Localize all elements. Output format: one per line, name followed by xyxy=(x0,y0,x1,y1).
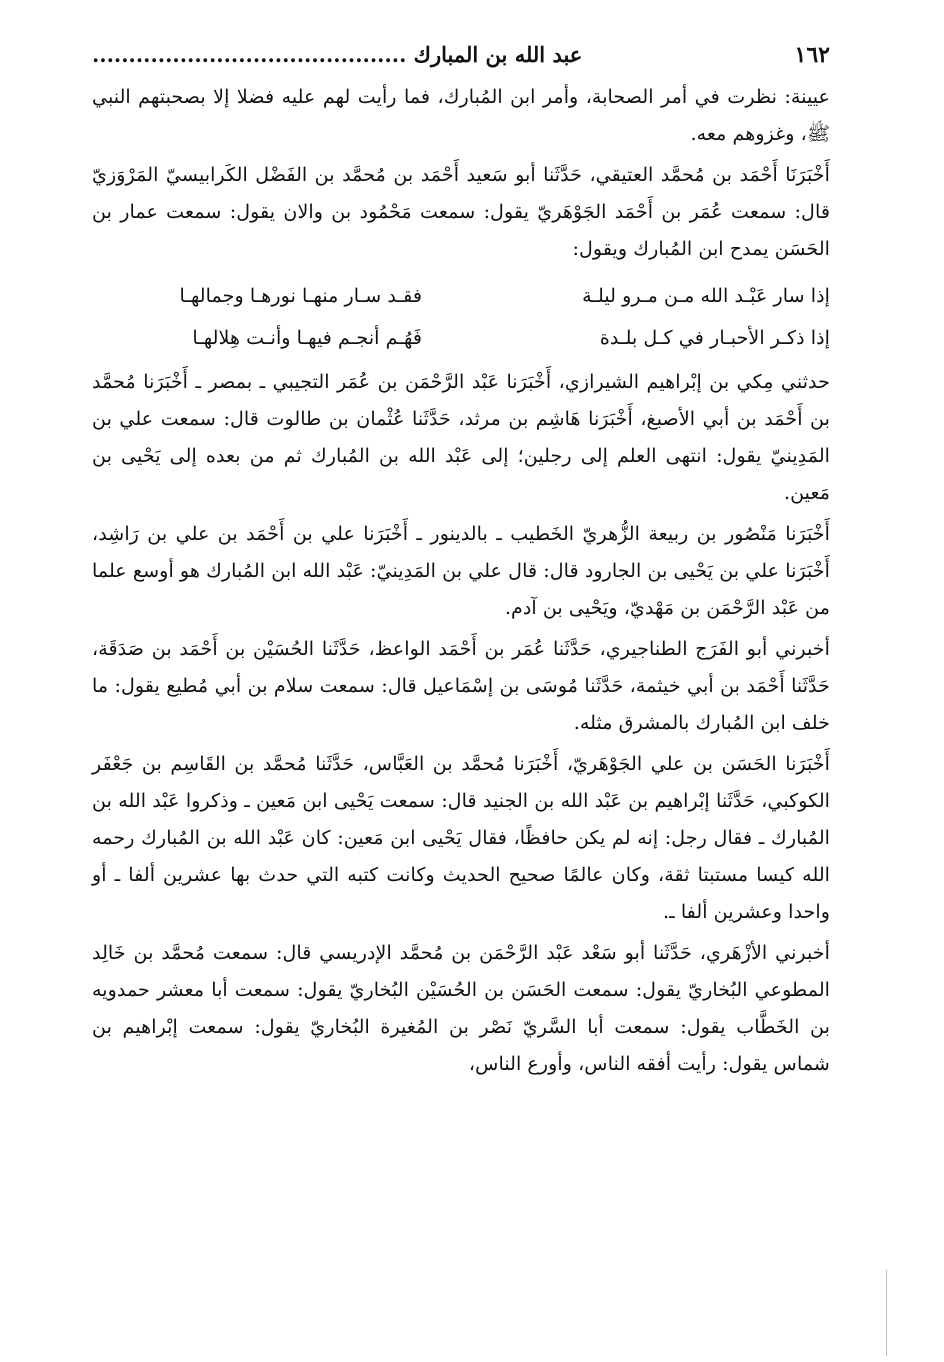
book-page xyxy=(92,40,830,1082)
poem xyxy=(92,275,830,359)
poem-line-2 xyxy=(92,317,830,359)
running-header xyxy=(92,40,830,74)
paragraph-4: أَخْبَرَنا مَنْصُور بن ربيعة الزُّهريّ الخَطيب ـ بالدينور ـ أَخْبَرَنا علي بن أَحْمَد بن علي بن رَاشِد، أَخْبَرَنا علي بن يَحْيى بن الجارود قال: قال علي بن المَدِينيّ: عَبْد الله ابن المُبارك هو أوسع علما من عَبْد الرَّحْمَن بن مَهْديّ، ويَحْيى بن آدم. xyxy=(92,522,830,619)
paragraph-5: أخبرني أبو الفَرَج الطناجيري، حَدَّثَنا عُمَر بن أَحْمَد الواعظ، حَدَّثَنا الحُسَيْن بن أَحْمَد بن صَدَقَة، حَدَّثَنا أَحْمَد بن أبي خيثمة، حَدَّثَنا مُوسَى بن إسْمَاعيل قال: سمعت سلام بن أبي مُطيع يقول: ما خلف ابن المُبارك بالمشرق مثله. xyxy=(92,637,830,734)
paragraph-6: أَخْبَرَنا الحَسَن بن علي الجَوْهَريّ، أَخْبَرَنا مُحمَّد بن العَبَّاس، حَدَّثَنا مُحمَّد بن القَاسِم بن جَعْفَر الكوكبي، حَدَّثَنا إبْراهيم بن عَبْد الله بن الجنيد قال: سمعت يَحْيى ابن مَعين ـ وذكروا عَبْد الله بن المُبارك ـ فقال رجل: إنه لم يكن حافظًا، فقال يَحْيى ابن مَعين: كان عَبْد الله بن المُبارك رحمه الله كيسا مستبتا ثقة، وكان عالمًا صحيح الحديث وكانت كتبه التي حدث بها عشرين ألفا ـ أو واحدا وعشرين ألفا ـ. xyxy=(92,752,830,923)
paragraph-3: حدثني مِكي بن إبْراهيم الشيرازي، أَخْبَرَنا عَبْد الرَّحْمَن بن عُمَر التجيبي ـ بمصر ـ أَخْبَرَنا مُحمَّد بن أَحْمَد بن أبي الأصبغ، أَخْبَرَنا هَاشِم بن مرثد، حَدَّثَنا عُثْمان بن طالوت قال: سمعت علي بن المَدِينيّ يقول: انتهى العلم إلى رجلين؛ إلى عَبْد الله بن المُبارك ثم من بعده إلى يَحْيى بن مَعين. xyxy=(92,370,830,504)
poem-line-1-first-hemistich: إذا سار عَبْـد الله مـن مـرو ليلـة xyxy=(582,284,830,307)
poem-line-2-second-hemistich: فَهُـم أنجـم فيهـا وأنـت هِلالهـا xyxy=(192,326,422,349)
paragraph-2: أَخْبَرَنَا أَحْمَد بن مُحمَّد العتيقي، حَدَّثَنا أبو سَعيد أَحْمَد بن مُحمَّد بن الفَضْل الكَرابيسيّ المَرْوَزيّ قال: سمعت عُمَر بن أَحْمَد الجَوْهَريّ يقول: سمعت مَحْمُود بن والان يقول: سمعت عمار بن الحَسَن يمدح ابن المُبارك ويقول: xyxy=(92,163,830,260)
poem-line-1-second-hemistich: فقـد سـار منهـا نورهـا وجمالهـا xyxy=(179,284,422,307)
page-number: ١٦٢ xyxy=(794,42,830,68)
paragraph-7: أخبرني الأزْهَري، حَدَّثَنا أبو سَعْد عَبْد الرَّحْمَن بن مُحمَّد الإدريسي قال: سمعت مُحمَّد بن خَالِد المطوعي البُخاريّ يقول: سمعت الحَسَن بن الحُسَيْن البُخاريّ يقول: سمعت أبا معشر حمدويه بن الخَطَّاب يقول: سمعت أبا السَّريّ نَصْر بن المُغيرة البُخاريّ يقول: سمعت إبْراهيم بن شماس يقول: رأيت أفقه الناس، وأورع الناس، xyxy=(92,941,830,1075)
scan-artifact-line xyxy=(886,1270,887,1356)
running-title: عبد الله بن المبارك ........................................... xyxy=(92,42,583,67)
poem-line-1 xyxy=(92,275,830,317)
paragraph-1: عيينة: نظرت في أمر الصحابة، وأمر ابن المُبارك، فما رأيت لهم عليه فضلا إلا بصحبتهم النبي ﷺ، وغزوهم معه. xyxy=(92,85,830,145)
poem-line-2-first-hemistich: إذا ذكـر الأحبـار في كـل بلـدة xyxy=(599,326,830,349)
